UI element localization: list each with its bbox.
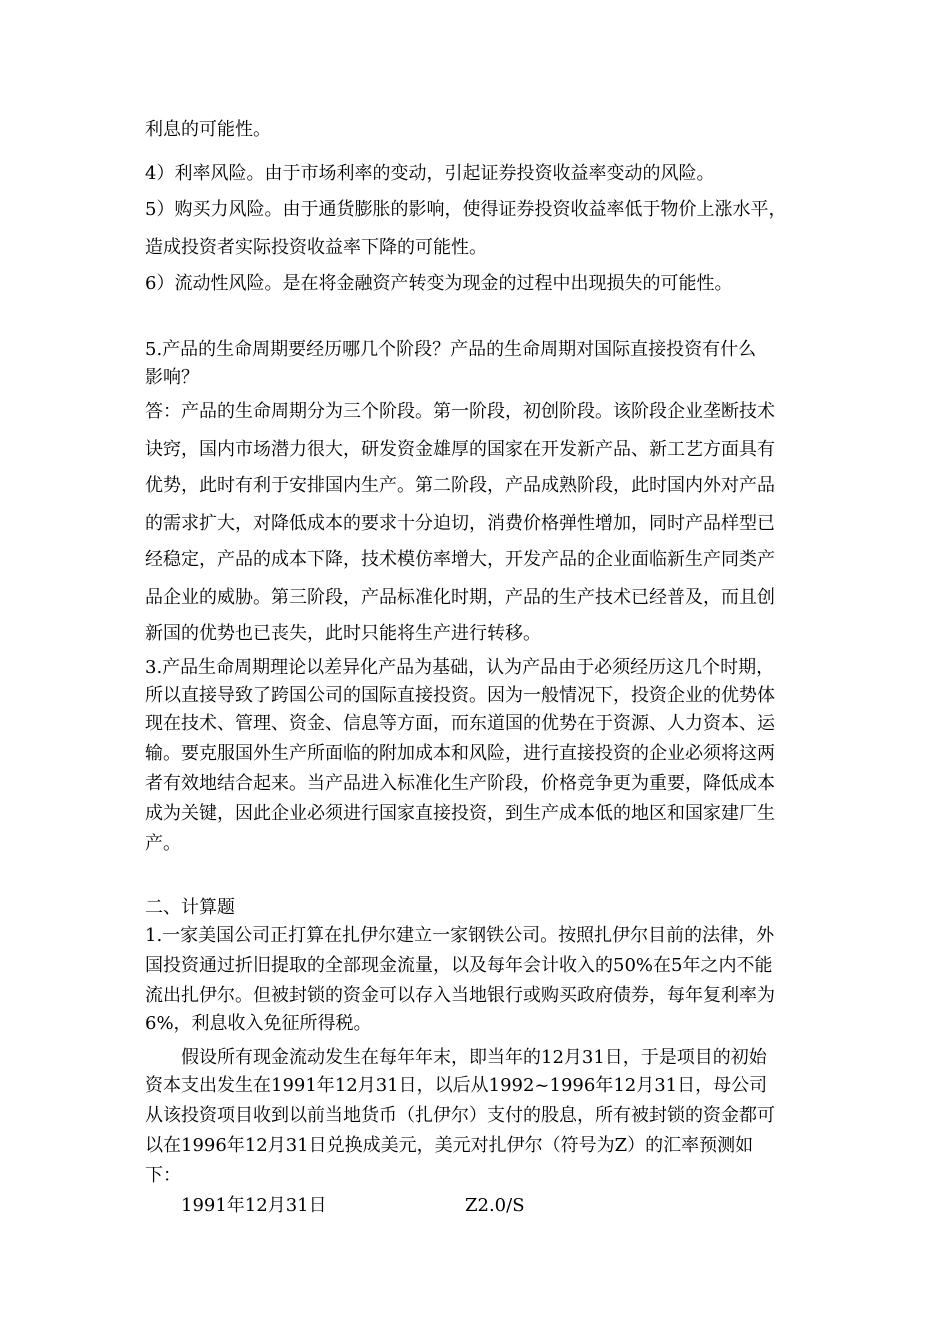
paragraph-line: 从该投资项目收到以前当地货币（扎伊尔）支付的股息，所有被封锁的资金都可: [145, 1105, 775, 1126]
paragraph-line: 资本支出发生在1991年12月31日，以后从1992~1996年12月31日，母公司: [145, 1075, 768, 1096]
section-heading: 二、计算题: [145, 897, 235, 918]
answer-line: 品企业的威胁。第三阶段，产品标准化时期，产品的生产技术已经普及，而且创: [145, 587, 775, 608]
answer-line: 所以直接导致了跨国公司的国际直接投资。因为一般情况下，投资企业的优势体: [145, 685, 775, 706]
paragraph-line: 6%，利息收入免征所得税。: [145, 1013, 372, 1034]
paragraph-line: 流出扎伊尔。但被封锁的资金可以存入当地银行或购买政府债券，每年复利率为: [145, 985, 775, 1006]
answer-line: 答：产品的生命周期分为三个阶段。第一阶段，初创阶段。该阶段企业垄断技术: [145, 401, 775, 422]
exchange-rate-date: 1991年12月31日: [181, 1195, 327, 1216]
answer-line: 现在技术、管理、资金、信息等方面，而东道国的优势在于资源、人力资本、运: [145, 713, 775, 734]
risk-line: 6）流动性风险。是在将金融资产转变为现金的过程中出现损失的可能性。: [145, 273, 733, 294]
risk-line: 利息的可能性。: [145, 119, 271, 140]
answer-line: 诀窍，国内市场潜力很大，研发资金雄厚的国家在开发新产品、新工艺方面具有: [145, 439, 775, 460]
answer-line: 的需求扩大，对降低成本的要求十分迫切，消费价格弹性增加，同时产品样型已: [145, 513, 775, 534]
question-line: 影响？: [145, 367, 199, 388]
risk-line: 5）购买力风险。由于通货膨胀的影响，使得证券投资收益率低于物价上涨水平，: [145, 199, 787, 220]
paragraph-line: 国投资通过折旧提取的全部现金流量，以及每年会计收入的50%在5年之内不能: [145, 955, 773, 976]
answer-line: 优势，此时有利于安排国内生产。第二阶段，产品成熟阶段，此时国内外对产品: [145, 475, 775, 496]
answer-line: 输。要克服国外生产所面临的附加成本和风险，进行直接投资的企业必须将这两: [145, 743, 775, 764]
answer-line: 者有效地结合起来。当产品进入标准化生产阶段，价格竞争更为重要，降低成本: [145, 773, 775, 794]
exchange-rate-value: Z2.0/S: [465, 1195, 525, 1216]
answer-line: 经稳定，产品的成本下降，技术模仿率增大，开发产品的企业面临新生产同类产: [145, 549, 775, 570]
answer-line: 成为关键，因此企业必须进行国家直接投资，到生产成本低的地区和国家建厂生: [145, 803, 775, 824]
risk-line: 造成投资者实际投资收益率下降的可能性。: [145, 237, 487, 258]
paragraph-line: 1.一家美国公司正打算在扎伊尔建立一家钢铁公司。按照扎伊尔目前的法律，外: [145, 925, 775, 946]
answer-line: 3.产品生命周期理论以差异化产品为基础，认为产品由于必须经历这几个时期，: [145, 657, 775, 678]
answer-line: 产。: [145, 833, 181, 854]
risk-line: 4）利率风险。由于市场利率的变动，引起证券投资收益率变动的风险。: [145, 163, 715, 184]
paragraph-line: 下：: [145, 1165, 181, 1186]
question-line: 5.产品的生命周期要经历哪几个阶段？产品的生命周期对国际直接投资有什么: [145, 339, 757, 360]
paragraph-line: 以在1996年12月31日兑换成美元，美元对扎伊尔（符号为Z）的汇率预测如: [145, 1135, 754, 1156]
answer-line: 新国的优势也已丧失，此时只能将生产进行转移。: [145, 623, 541, 644]
paragraph-line: 假设所有现金流动发生在每年年末，即当年的12月31日，于是项目的初始: [181, 1047, 767, 1068]
